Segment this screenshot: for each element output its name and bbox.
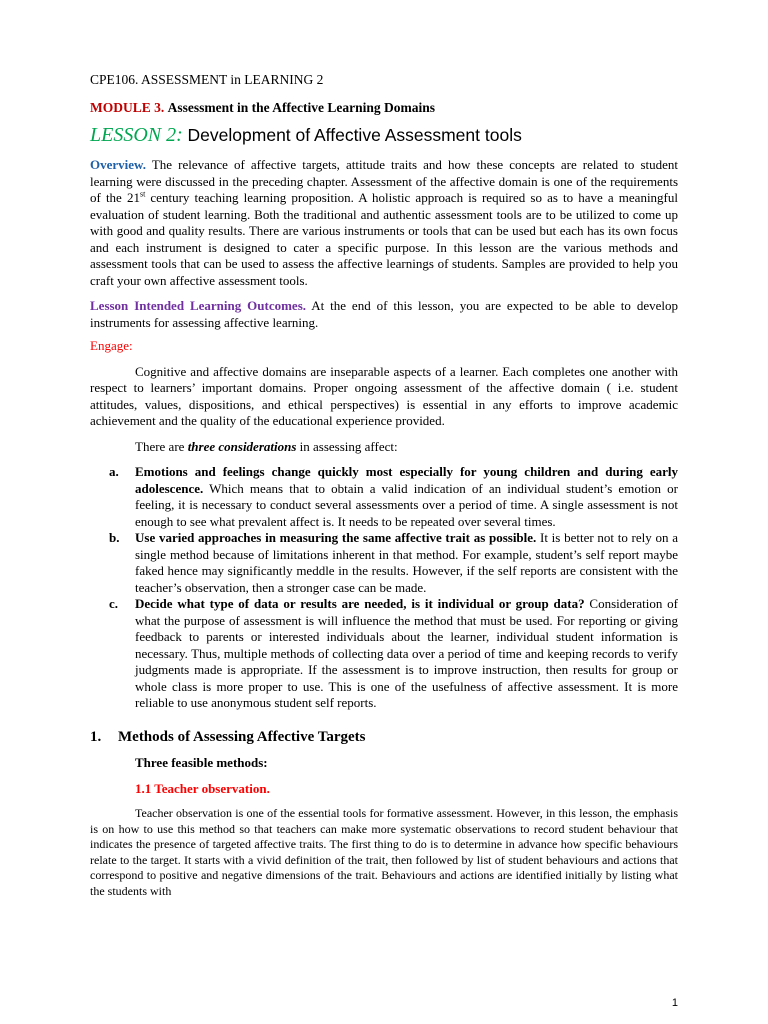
engage-paragraph: Cognitive and affective domains are inseparable aspects of a learner. Each completes one another with respect to learners’ important domains. Proper ongoing assessment of the affective domain ( i.e. student attitudes, values, dispositions, and ethical perspectives) is essential in any efforts to improve academic achievement and the quality of the educational experience provided. [90, 363, 678, 428]
engage-label: Engage: [90, 338, 133, 353]
list-marker: a. [109, 464, 119, 479]
considerations-intro [90, 439, 678, 456]
list-item [90, 596, 678, 712]
list-item-text: Consideration of what the purpose of assessment is will influence the method that must be used. For reporting or giving feedback to parents or interested individuals about the learner, individual student information is necessary. Thus, multiple methods of collecting data over a period of time and keeping records to verify judgments made is appropriate. If the assessment is to improve instruction, then results for group or whole class is more proper to use. This is one of the usefulness of affective assessment. It is more reliable to use anonymous student self reports. [135, 596, 678, 710]
overview-text-1: The relevance of affective targets, attitude traits and how these concepts are related to student learning were discussed in the preceding chapter. Assessment of the affective domain is one of the requirements of the 21 [90, 157, 678, 205]
lesson-title: Development of Affective Assessment tools [187, 125, 522, 145]
module-label: MODULE 3. [90, 99, 165, 115]
module-title: Assessment in the Affective Learning Domains [167, 99, 435, 115]
list-item-lead: Use varied approaches in measuring the same affective trait as possible. [135, 530, 537, 545]
overview-paragraph [90, 157, 678, 289]
section-heading-methods [90, 729, 678, 746]
outcomes-paragraph [90, 298, 678, 331]
list-item-lead: Emotions and feelings change quickly most especially for young children and during early adolescence. [135, 464, 678, 496]
outcomes-text: At the end of this lesson, you are expected to be able to develop instruments for assessing affective learning. [90, 298, 678, 330]
list-marker: c. [109, 596, 119, 611]
list-marker: b. [109, 530, 120, 545]
considerations-list [90, 464, 678, 712]
list-item-text: It is better not to rely on a single method because of limitations inherent in that method. For example, student’s self report maybe faked hence may significantly meddle in the results. However, if the self reports are consistent with the teacher’s observation, then a stronger case can be made. [135, 530, 678, 595]
list-item [90, 530, 678, 596]
course-title: CPE106. ASSESSMENT in LEARNING 2 [90, 72, 324, 87]
overview-label: Overview. [90, 157, 146, 172]
section-title: Methods of Assessing Affective Targets [118, 728, 366, 745]
list-item-text: Which means that to obtain a valid indication of an individual student’s emotion or feeling, it is necessary to conduct several assessments over a period of time. A single assessment is not enough to see what prevalent affect is. It needs to be repeated over several times. [135, 480, 678, 529]
module-heading [90, 100, 678, 117]
lesson-label: LESSON 2: [90, 124, 183, 146]
teacher-observation-paragraph: Teacher observation is one of the essential tools for formative assessment. However, in this lesson, the emphasis is on how to use this method so that teachers can make more systematic observations to record student behaviour that indicates the presence of targeted affective traits. The first thing to do is to determine in advance how specific behaviours relate to the target. It starts with a vivid definition of the trait, then followed by list of student behaviours and actions that correspond to positive and negative dimensions of the trait. Behaviours and actions are identified initially by listing what the students with [90, 806, 678, 898]
list-item [90, 464, 678, 530]
overview-text-2: century teaching learning proposition. A holistic approach is required so as to have a meaningful evaluation of student learning. Both the traditional and authentic assessment tools are to be utilized to come up with good and quality results. There are various instruments or tools that can be used but each has its own focus and each instrument is designed to cater a specific purpose. In this lesson are the various methods and assessment tools that can be used to assess the affective learnings of students. Samples are provided to help you craft your own affective assessment tools. [90, 190, 678, 288]
considerations-emphasis: three considerations [187, 438, 297, 454]
overview-superscript: st [139, 189, 146, 199]
teacher-observation-heading: 1.1 Teacher observation. [135, 780, 270, 796]
list-item-lead: Decide what type of data or results are needed, is it individual or group data? [135, 596, 585, 611]
section-number: 1. [90, 728, 102, 745]
page-number: 1 [671, 997, 678, 1009]
considerations-intro-after: in assessing affect: [296, 438, 398, 454]
methods-subheading: Three feasible methods: [135, 755, 268, 770]
lesson-heading [90, 123, 678, 148]
outcomes-label: Lesson Intended Learning Outcomes. [90, 298, 307, 313]
considerations-intro-before: There are [135, 438, 188, 454]
